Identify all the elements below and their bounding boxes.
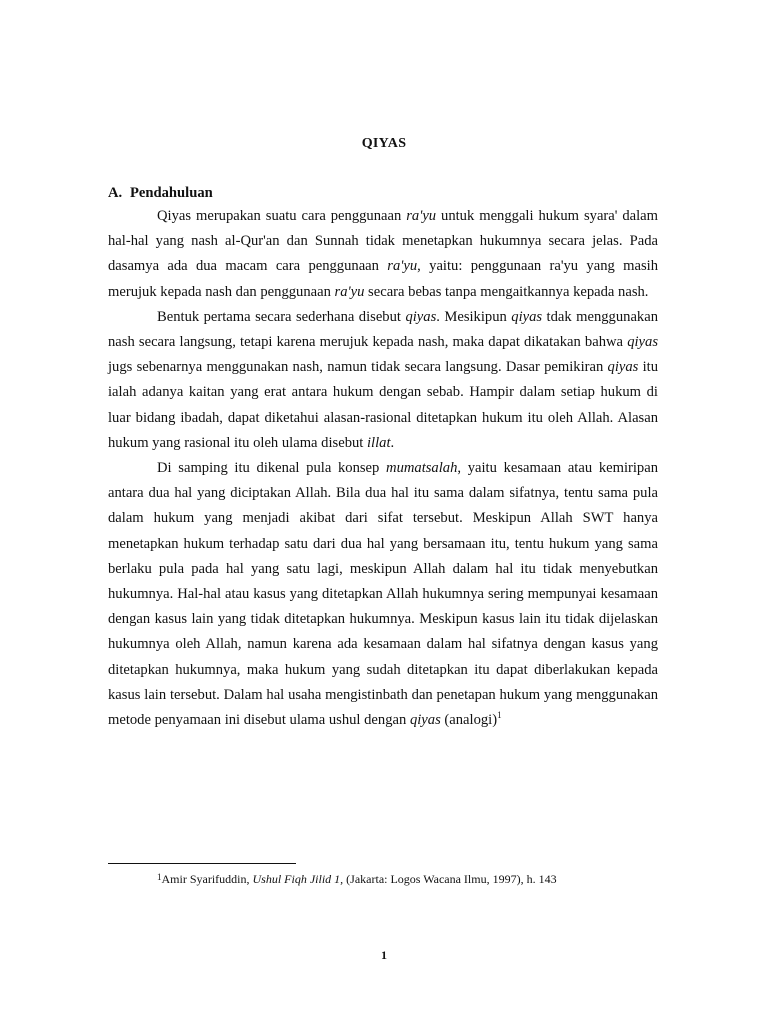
document-body <box>108 204 658 733</box>
page-number: 1 <box>381 948 387 962</box>
text-run: , yaitu: penggunaan ra'yu yang masih merujuk kepada nash dan penggunaan <box>108 258 658 300</box>
text-run: , yaitu kesamaan atau kemiripan antara dua hal yang diciptakan Allah. Bila dua hal itu sama dalam sifatnya, tentu sama pula dalam hukum yang menjadi akibat dari sifat tersebut. Meskipun Allah SWT hanya menetapkan hukum terhadap satu dari dua hal yang bersamaan itu, tentu hukum yang sama berlaku pula pada hal yang satu lagi, meskipun Allah dalam hal itu tidak menyebutkan hukumnya. Hal-hal atau kasus yang ditetapkan Allah hukumnya sering mempunyai kesamaan dengan kasus lain yang tidak ditetapkan hukumnya. Meskipun kasus lain itu tidak dijelaskan hukumnya oleh Allah, namun karena ada kesamaan dalam hal sifatnya dengan kasus yang ditetapkan hukumnya, maka hukum yang sudah ditetapkan itu dapat diberlakukan kepada kasus lain tersebut. Dalam hal usaha mengistinbath dan penetapan hukum yang menggunakan metode penyamaan ini disebut ulama ushul dengan <box>108 460 658 729</box>
document-title: QIYAS <box>361 136 407 151</box>
text-run: jugs sebenarnya menggunakan nash, namun tidak secara langsung. Dasar pemikiran <box>108 359 608 376</box>
italic-term: ra'yu <box>387 258 418 275</box>
italic-term: qiyas <box>409 712 441 729</box>
paragraph <box>108 305 658 456</box>
italic-term: mumatsalah <box>386 460 458 477</box>
italic-term: ra'yu <box>334 283 365 300</box>
section-heading <box>108 185 213 202</box>
italic-term: qiyas <box>405 308 437 325</box>
text-run: Qiyas merupakan suatu cara penggunaan <box>157 208 407 224</box>
text-run: . <box>390 434 395 451</box>
text-run: Bentuk pertama secara sederhana disebut <box>157 308 406 325</box>
italic-term: qiyas <box>627 334 658 351</box>
text-run: (analogi) <box>440 712 498 729</box>
italic-term: qiyas <box>511 308 543 325</box>
footnote-marker: 1 <box>157 872 162 882</box>
text-run: tdak menggunakan nash secara langsung, tetapi karena merujuk kepada nash, maka dapat dikatakan bahwa <box>108 308 658 351</box>
footnote-separator <box>108 863 296 864</box>
paragraph <box>108 204 658 305</box>
section-letter: A. <box>108 185 123 201</box>
italic-term: Ushul Fiqh Jilid 1, <box>252 872 344 886</box>
paragraph <box>108 456 658 733</box>
text-run: . Mesikipun <box>436 308 512 325</box>
italic-term: illat <box>367 434 391 451</box>
italic-term: qiyas <box>607 359 639 376</box>
text-run: (Jakarta: Logos Wacana Ilmu, 1997), h. 143 <box>343 872 557 886</box>
footnote-reference: 1 <box>497 710 502 721</box>
footnote <box>157 872 557 887</box>
italic-term: ra'yu <box>406 208 437 224</box>
text-run: untuk menggali hukum syara' dalam hal-hal yang nash al-Qur'an dan Sunnah tidak menetapkan hukumnya secara jelas. Pada dasamya ada dua macam cara penggunaan <box>108 208 658 275</box>
section-title: Pendahuluan <box>130 185 213 201</box>
text-run: Amir Syarifuddin, <box>161 872 253 886</box>
text-run: Di samping itu dikenal pula konsep <box>157 460 387 477</box>
text-run: secara bebas tanpa mengaitkannya kepada nash. <box>364 283 649 300</box>
text-run: itu ialah adanya kaitan yang erat antara hukum dengan sebab. Hampir dalam setiap hukum di luar bidang ibadah, dapat diketahui alasan-rasional ditetapkan hukum itu oleh Allah. Alasan hukum yang rasional itu oleh ulama disebut <box>108 359 658 451</box>
